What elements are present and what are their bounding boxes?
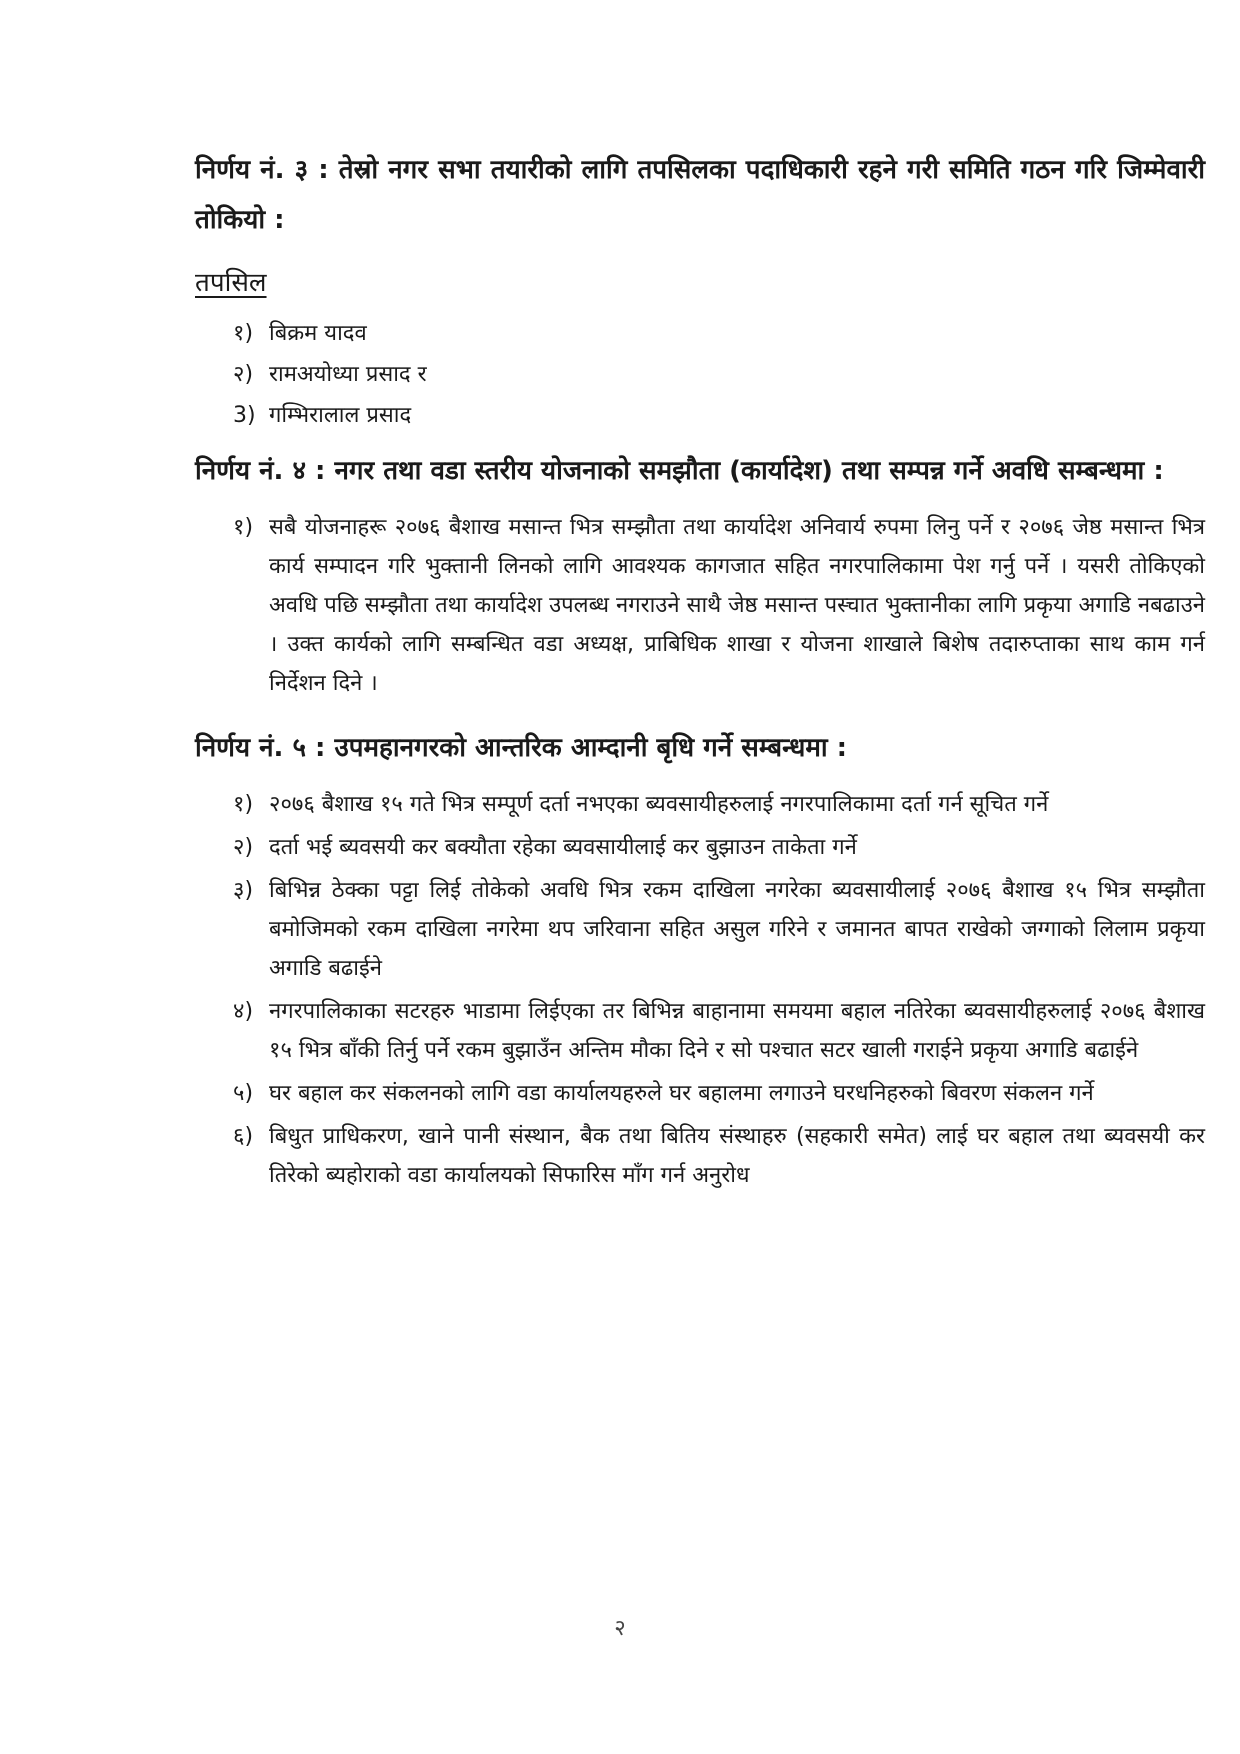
list-item <box>233 354 1205 395</box>
decision-heading: निर्णय नं. ५ : उपमहानगरको आन्तरिक आम्दानी बृधि गर्ने सम्बन्धमा : <box>195 733 848 763</box>
list-item-number: ३) <box>233 878 254 903</box>
list-item-number: ५) <box>233 1081 254 1106</box>
list-item-number: १) <box>233 515 254 540</box>
decision-heading: निर्णय नं. ४ : नगर तथा वडा स्तरीय योजनाको समझौता (कार्यादेश) तथा सम्पन्न गर्ने अवधि सम्बन्धमा : <box>195 456 1164 486</box>
list-item-text: बिधुत प्राधिकरण, खाने पानी संस्थान, बैक तथा बितिय संस्थाहरु (सहकारी समेत) लाई घर बहाल तथा ब्यवसयी कर तिरेको ब्यहोराको वडा कार्यालयको सिफारिस माँग गर्न अनुरोध <box>269 1124 1205 1188</box>
list-item-text: बिभिन्न ठेक्का पट्टा लिई तोकेको अवधि भित्र रकम दाखिला नगरेका ब्यवसायीलाई २०७६ बैशाख १५ भित्र सम्झौता बमोजिमको रकम दाखिला नगरेमा थप जरिवाना सहित असुल गरिने र जमानत बापत राखेको जग्गाको लिलाम प्रकृया अगाडि बढाईने <box>269 878 1205 981</box>
list-item-text: रामअयोध्या प्रसाद र <box>269 362 427 387</box>
list-item <box>233 395 1205 436</box>
list-item <box>233 1117 1205 1195</box>
list-item <box>233 785 1205 824</box>
list-item <box>233 871 1205 988</box>
list-item-number: १) <box>233 792 254 817</box>
decision-4 <box>195 446 1205 703</box>
member-list <box>195 313 1205 436</box>
list-item-number: ६) <box>233 1124 254 1149</box>
list-item-number: २) <box>233 362 254 387</box>
decision-5 <box>195 723 1205 1195</box>
list-item-text: घर बहाल कर संकलनको लागि वडा कार्यालयहरुले घर बहालमा लगाउने घरधनिहरुको बिवरण संकलन गर्ने <box>269 1081 1094 1106</box>
list-item-number: 3) <box>233 403 256 428</box>
list-item <box>233 992 1205 1070</box>
decision-list <box>195 508 1205 703</box>
section-subheading: तपसिल <box>195 268 267 298</box>
list-item-text: सबै योजनाहरू २०७६ बैशाख मसान्त भित्र सम्झौता तथा कार्यादेश अनिवार्य रुपमा लिनु पर्ने र २०७६ जेष्ठ मसान्त भित्र कार्य सम्पादन गरि भुक्तानी लिनको लागि आवश्यक कागजात सहित नगरपालिकामा पेश गर्नु पर्ने । यसरी तोकिएको अवधि पछि सम्झौता तथा कार्यादेश उपलब्ध नगराउने साथै जेष्ठ मसान्त पस्चात भुक्तानीका लागि प्रकृया अगाडि नबढाउने । उक्त कार्यको लागि सम्बन्धित वडा अध्यक्ष, प्राबिधिक शाखा र योजना शाखाले बिशेष तदारुप्ताका साथ काम गर्न निर्देशन दिने । <box>269 515 1205 696</box>
list-item-text: २०७६ बैशाख १५ गते भित्र सम्पूर्ण दर्ता नभएका ब्यवसायीहरुलाई नगरपालिकामा दर्ता गर्न सूचित गर्ने <box>269 792 1049 817</box>
list-item <box>233 508 1205 703</box>
list-item-number: १) <box>233 321 254 346</box>
list-item <box>233 828 1205 867</box>
list-item-text: नगरपालिकाका सटरहरु भाडामा लिईएका तर बिभिन्न बाहानामा समयमा बहाल नतिरेका ब्यवसायीहरुलाई २०७६ बैशाख १५ भित्र बाँकी तिर्नु पर्ने रकम बुझाउँन अन्तिम मौका दिने र सो पश्चात सटर खाली गराईने प्रकृया अगाडि बढाईने <box>269 999 1205 1063</box>
list-item-text: गम्भिरालाल प्रसाद <box>269 403 412 428</box>
decision-heading: निर्णय नं. ३ : तेस्रो नगर सभा तयारीको लागि तपसिलका पदाधिकारी रहने गरी समिति गठन गरि जिम्मेवारी तोकियो : <box>195 155 1205 235</box>
document-page <box>195 145 1205 1195</box>
decision-3 <box>195 145 1205 436</box>
decision-list <box>195 785 1205 1195</box>
list-item-number: २) <box>233 835 254 860</box>
list-item-number: ४) <box>233 999 254 1024</box>
list-item <box>233 1074 1205 1113</box>
page-number: २ <box>614 1616 626 1641</box>
list-item <box>233 313 1205 354</box>
list-item-text: बिक्रम यादव <box>269 321 367 346</box>
list-item-text: दर्ता भई ब्यवसयी कर बक्यौता रहेका ब्यवसायीलाई कर बुझाउन ताकेता गर्ने <box>269 835 857 860</box>
